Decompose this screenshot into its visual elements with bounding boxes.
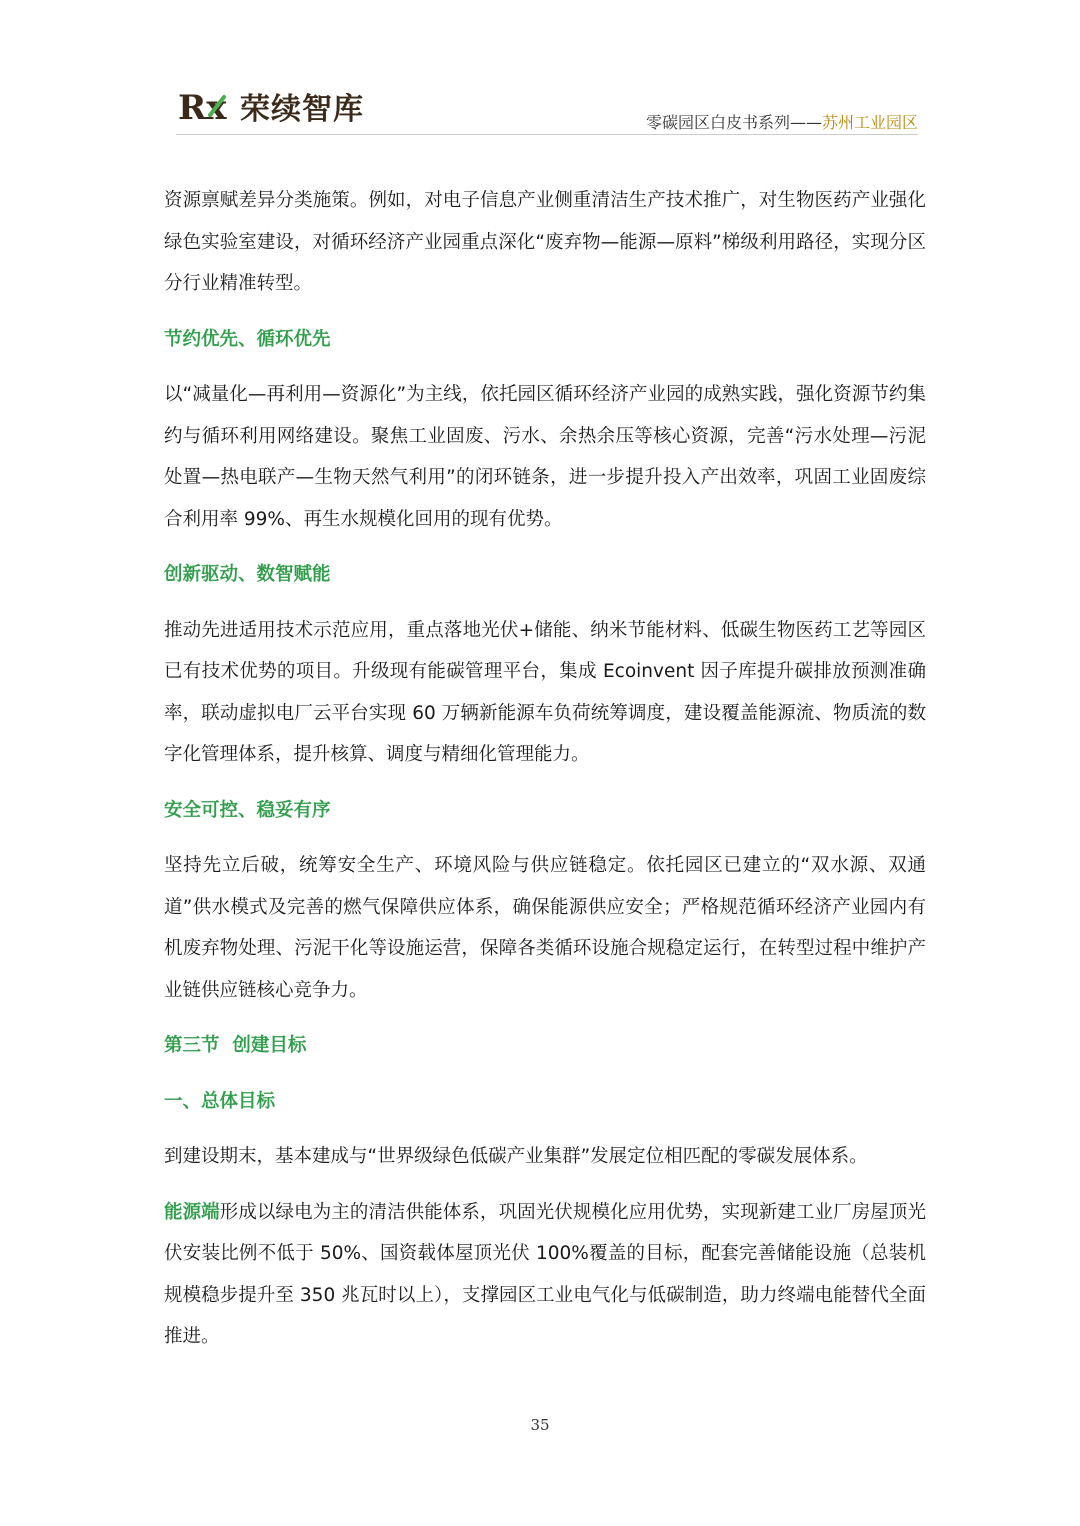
series-title [646, 110, 918, 133]
paragraph: 推动先进适用技术示范应用，重点落地光伏+储能、纳米节能材料、低碳生物医药工艺等园区已有技术优势的项目。升级现有能碳管理平台，集成 Ecoinvent 因子库提升碳排放预测准确率，联动虚拟电厂云平台实现 60 万辆新能源车负荷统筹调度，建设覆盖能源流、物质流的数字化管理体系，提升核算、调度与精细化管理能力。 [164, 619, 926, 765]
paragraph-energy [164, 1192, 926, 1358]
logo-text: 荣续智库 [240, 92, 364, 127]
paragraph: 到建设期末，基本建成与“世界级绿色低碳产业集群”发展定位相匹配的零碳发展体系。 [164, 1146, 868, 1167]
page-body [164, 180, 926, 1358]
page-number: 35 [530, 1416, 550, 1434]
paragraph: 坚持先立后破，统筹安全生产、环境风险与供应链稳定。依托园区已建立的“双水源、双通道”供水模式及完善的燃气保障供应体系，确保能源供应安全；严格规范循环经济产业园内有机废弃物处理、污泥干化等设施运营，保障各类循环设施合规稳定运行，在转型过程中维护产业链供应链核心竞争力。 [164, 855, 926, 1001]
header-divider [176, 134, 918, 135]
section-title: 第三节 创建目标 [164, 1035, 307, 1056]
series-park: 苏州工业园区 [821, 113, 918, 132]
energy-lead: 能源端 [164, 1201, 220, 1223]
paragraph: 以“减量化—再利用—资源化”为主线，依托园区循环经济产业园的成熟实践，强化资源节约集约与循环利用网络建设。聚焦工业固废、污水、余热余压等核心资源，完善“污水处理—污泥处置—热电联产—生物天然气利用”的闭环链条，进一步提升投入产出效率，巩固工业固废综合利用率 99%、再生水规模化回用的现有优势。 [164, 384, 926, 530]
rx-logo-icon [176, 85, 234, 127]
heading-conservation: 节约优先、循环优先 [164, 328, 331, 350]
paragraph: 资源禀赋差异分类施策。例如，对电子信息产业侧重清洁生产技术推广，对生物医药产业强化绿色实验室建设，对循环经济产业园重点深化“废弃物—能源—原料”梯级利用路径，实现分区分行业精准转型。 [164, 190, 926, 294]
heading-safety: 安全可控、稳妥有序 [164, 799, 331, 821]
series-prefix: 零碳园区白皮书系列—— [645, 113, 822, 132]
logo [176, 84, 364, 128]
heading-innovation: 创新驱动、数智赋能 [164, 564, 331, 585]
svg-text:Rx: Rx [178, 88, 227, 127]
energy-body: 形成以绿电为主的清洁供能体系，巩固光伏规模化应用优势，实现新建工业厂房屋顶光伏安装比例不低于 50%、国资载体屋顶光伏 100%覆盖的目标，配套完善储能设施（总装机规模稳步提升至 350 兆瓦时以上），支撑园区工业电气化与低碳制造，助力终端电能替代全面推进。 [164, 1201, 926, 1347]
subsection-title: 一、总体目标 [164, 1090, 276, 1112]
